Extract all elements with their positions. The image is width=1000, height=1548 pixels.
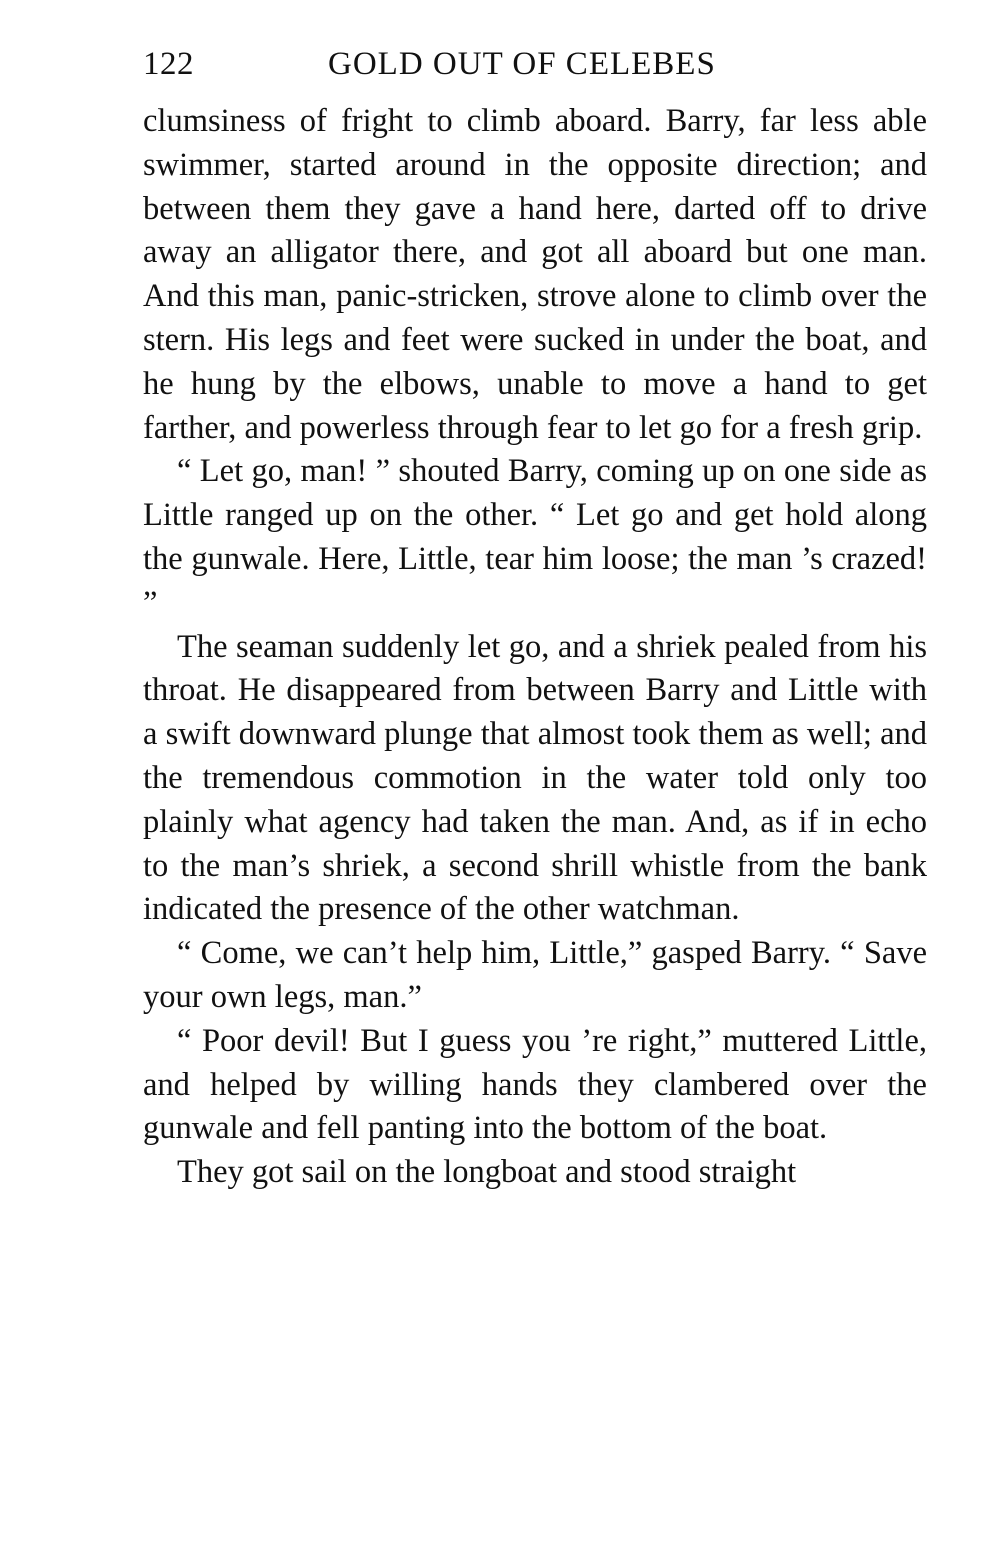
paragraph-dialogue-poor-devil: “ Poor devil! But I guess you ’re right,” muttered Little, and helped by willing hands they clambered over the gunwale and fell panting into the bottom of the boat. (143, 1022, 927, 1147)
paragraph-dialogue-come: “ Come, we can’t help him, Little,” gasped Barry. “ Save your own legs, man.” (143, 935, 927, 1015)
paragraph-dialogue-let-go: “ Let go, man! ” shouted Barry, coming up on one side as Little ranged up on the other. “ Let go and get hold along the gunwale. Here, Little, tear him loose; the man ’s crazed! ” (143, 453, 927, 621)
paragraph-seaman-shriek: The seaman suddenly let go, and a shriek pealed from his throat. He disappeared from between Barry and Little with a swift downward plunge that almost took them as well; and the tremendous commotion in the water told only too plainly what agency had taken the man. And, as if in echo to the man’s shriek, a second shrill whistle from the bank indicated the presence of the other watchman. (143, 628, 927, 928)
page-number: 122 (143, 46, 194, 82)
paragraph-continuation: clumsiness of fright to climb aboard. Barry, far less able swimmer, started around in the opposite direction; and between them they gave a hand here, darted off to drive away an alligator there, and got all aboard but one man. And this man, panic-stricken, strove alone to climb over the stern. His legs and feet were sucked in under the boat, and he hung by the elbows, unable to move a hand to get farther, and powerless through fear to let go for a fresh grip. (143, 103, 927, 446)
paragraph-sail-longboat: They got sail on the longboat and stood straight (177, 1154, 797, 1191)
running-title: GOLD OUT OF CELEBES (328, 46, 716, 82)
book-page (143, 44, 927, 1195)
running-head (143, 44, 927, 84)
body-text (143, 100, 927, 1195)
